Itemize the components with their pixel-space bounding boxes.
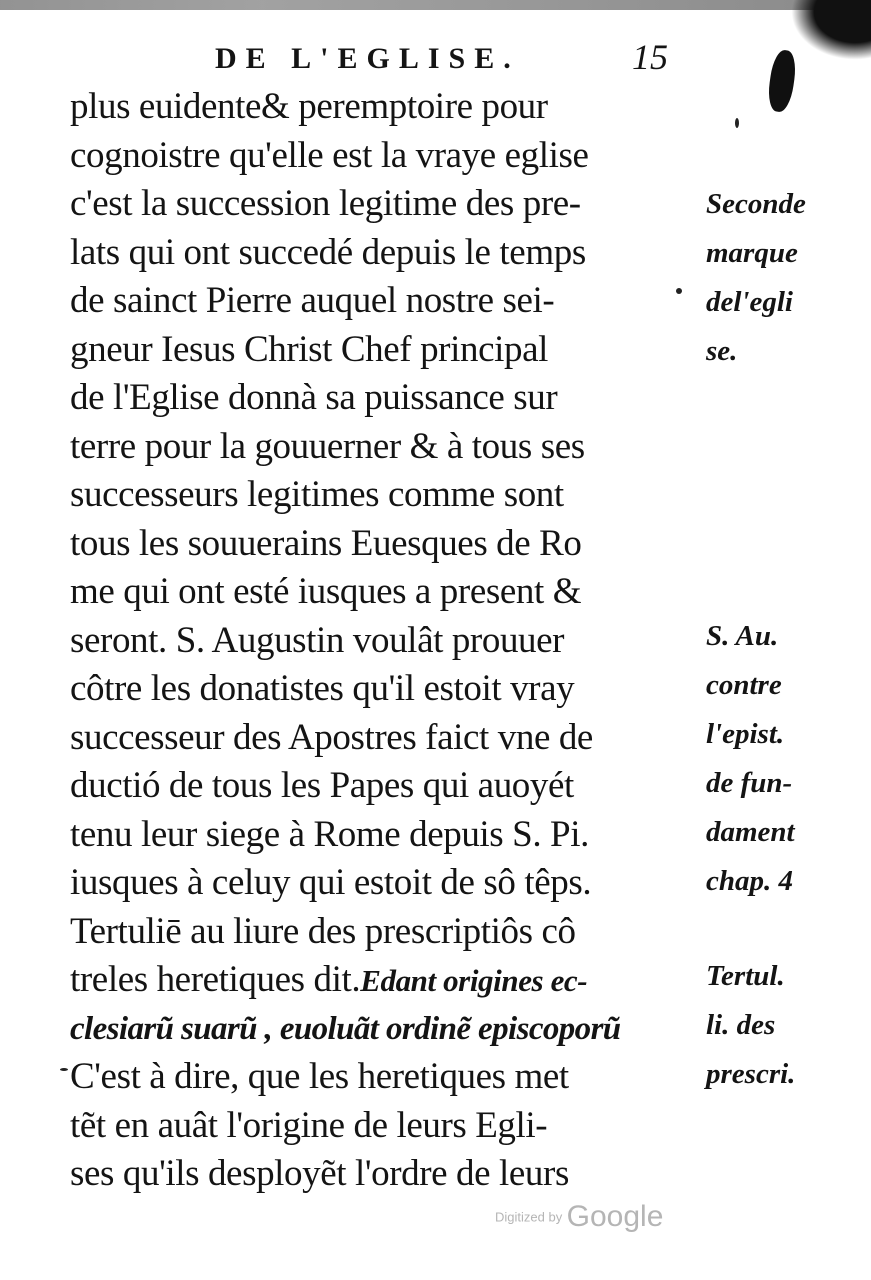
body-text	[70, 83, 710, 1199]
text-line: plus euidente& peremptoire pour	[70, 86, 548, 127]
margin-note-line: del'egli	[706, 286, 793, 318]
margin-note-line: de fun-	[706, 767, 793, 799]
margin-note-line: dament	[706, 816, 795, 848]
margin-note-seconde	[706, 180, 866, 376]
ink-dash	[60, 1068, 68, 1071]
margin-note-tertul	[706, 952, 866, 1099]
margin-note-line: li. des	[706, 1009, 776, 1041]
margin-note-line: se.	[706, 335, 738, 367]
text-line: c'est la succession legitime des pre-	[70, 183, 581, 224]
text-line: Tertuliē au liure des prescriptiôs cô	[70, 910, 576, 952]
margin-note-line: chap. 4	[706, 865, 793, 897]
text-line: côtre les donatistes qu'il estoit vray	[70, 668, 575, 709]
text-line-roman: treles heretiques dit.	[70, 959, 361, 1000]
latin-quote: Edant origines ec-	[360, 963, 588, 998]
margin-note-line: S. Au.	[706, 620, 779, 652]
margin-note-line: marque	[706, 237, 798, 269]
text-line: de l'Eglise donnà sa puissance sur	[70, 377, 558, 418]
text-line: cognoistre qu'elle est la vraye eglise	[70, 134, 589, 176]
latin-quote-line: clesiarũ suarũ , euoluãt ordinẽ episcoporũ	[70, 1010, 621, 1047]
text-line: ses qu'ils desployẽt l'ordre de leurs	[70, 1153, 569, 1194]
text-line: lats qui ont succedé depuis le temps	[70, 231, 586, 273]
text-line: C'est à dire, que les heretiques met	[70, 1056, 569, 1097]
margin-note-line: prescri.	[706, 1058, 796, 1090]
text-line: tous les souuerains Euesques de Ro	[70, 522, 582, 564]
margin-note-line: Tertul.	[706, 960, 785, 992]
margin-note-line: l'epist.	[706, 718, 785, 750]
text-line: me qui ont esté iusques a present &	[70, 571, 582, 612]
margin-note-line: contre	[706, 669, 782, 701]
text-line: de sainct Pierre auquel nostre sei-	[70, 280, 555, 321]
text-line: gneur Iesus Christ Chef principal	[70, 328, 548, 370]
text-line: iusques à celuy qui estoit de sô têps.	[70, 862, 592, 903]
text-line: tẽt en auât l'origine de leurs Egli-	[70, 1104, 548, 1146]
text-line: seront. S. Augustin voulât prouuer	[70, 619, 565, 661]
google-logo: Google	[566, 1200, 664, 1233]
digitizer-watermark	[495, 1200, 663, 1234]
ink-blot	[791, 0, 871, 60]
scan-edge-strip	[0, 0, 871, 10]
text-line: successeurs legitimes comme sont	[70, 474, 564, 515]
running-head: DE L'EGLISE.	[215, 42, 520, 75]
text-line: ductió de tous les Papes qui auoyét	[70, 765, 574, 806]
margin-note-augustin	[706, 612, 866, 906]
text-line: tenu leur siege à Rome depuis S. Pi.	[70, 813, 589, 855]
page-number: 15	[632, 37, 668, 77]
margin-note-line: Seconde	[706, 188, 806, 220]
ink-blot-mark	[766, 49, 798, 114]
text-line-mixed	[70, 956, 710, 1005]
ink-tick	[735, 118, 739, 128]
text-line: terre pour la gouuerner & à tous ses	[70, 425, 585, 467]
text-line: successeur des Apostres faict vne de	[70, 716, 593, 758]
digitizer-prefix: Digitized by	[495, 1209, 563, 1225]
